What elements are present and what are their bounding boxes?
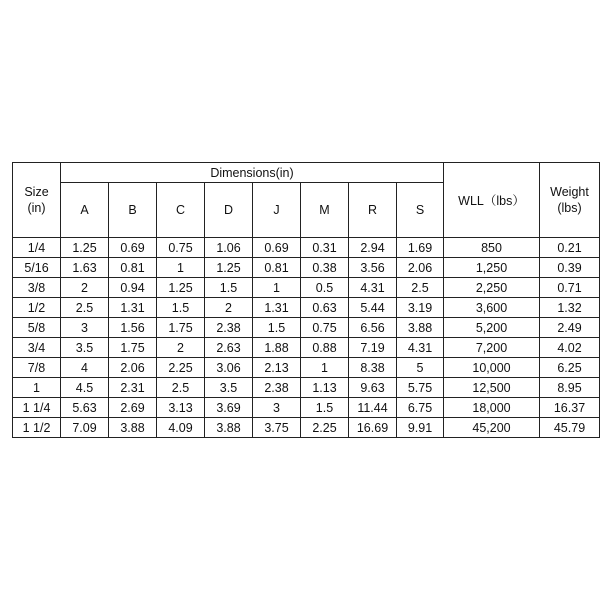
- dim-cell-r: 6.56: [349, 318, 397, 338]
- dim-cell-r: 2.94: [349, 238, 397, 258]
- dim-cell-j: 3: [253, 398, 301, 418]
- dim-cell-c: 1.75: [157, 318, 205, 338]
- dim-cell-c: 2: [157, 338, 205, 358]
- dim-cell-r: 9.63: [349, 378, 397, 398]
- dim-header-b: B: [109, 183, 157, 238]
- table-row: [13, 258, 600, 278]
- dim-cell-a: 4.5: [61, 378, 109, 398]
- table-row: [13, 398, 600, 418]
- dim-cell-r: 7.19: [349, 338, 397, 358]
- size-cell: 5/8: [13, 318, 61, 338]
- weight-cell: 2.49: [540, 318, 600, 338]
- size-cell: 7/8: [13, 358, 61, 378]
- weight-header: [540, 163, 600, 238]
- weight-cell: 8.95: [540, 378, 600, 398]
- dim-cell-s: 6.75: [397, 398, 444, 418]
- dim-cell-s: 5.75: [397, 378, 444, 398]
- dim-cell-a: 2.5: [61, 298, 109, 318]
- dim-cell-b: 1.75: [109, 338, 157, 358]
- dim-cell-c: 1.5: [157, 298, 205, 318]
- wll-cell: 12,500: [444, 378, 540, 398]
- dimensions-table: [12, 162, 600, 438]
- dim-cell-s: 2.5: [397, 278, 444, 298]
- dim-cell-a: 4: [61, 358, 109, 378]
- size-cell: 1 1/2: [13, 418, 61, 438]
- dim-cell-s: 1.69: [397, 238, 444, 258]
- table-row: [13, 418, 600, 438]
- dim-cell-j: 1: [253, 278, 301, 298]
- dim-cell-s: 3.19: [397, 298, 444, 318]
- dim-cell-d: 2.63: [205, 338, 253, 358]
- wll-cell: 18,000: [444, 398, 540, 418]
- wll-cell: 45,200: [444, 418, 540, 438]
- dim-header-c: C: [157, 183, 205, 238]
- wll-cell: 2,250: [444, 278, 540, 298]
- dim-header-s: S: [397, 183, 444, 238]
- dim-cell-d: 2: [205, 298, 253, 318]
- dim-cell-b: 2.69: [109, 398, 157, 418]
- dim-cell-m: 0.88: [301, 338, 349, 358]
- dim-cell-a: 2: [61, 278, 109, 298]
- table-row: [13, 378, 600, 398]
- dim-cell-s: 9.91: [397, 418, 444, 438]
- wll-cell: 850: [444, 238, 540, 258]
- table-row: [13, 278, 600, 298]
- dim-cell-a: 3.5: [61, 338, 109, 358]
- wll-cell: 10,000: [444, 358, 540, 378]
- dim-cell-m: 1: [301, 358, 349, 378]
- weight-cell: 0.39: [540, 258, 600, 278]
- weight-cell: 16.37: [540, 398, 600, 418]
- wll-header: WLL（lbs）: [444, 163, 540, 238]
- weight-header-line-2: (lbs): [557, 201, 582, 215]
- dim-cell-b: 0.81: [109, 258, 157, 278]
- size-cell: 1 1/4: [13, 398, 61, 418]
- dim-cell-d: 3.06: [205, 358, 253, 378]
- dim-cell-m: 0.31: [301, 238, 349, 258]
- dim-cell-c: 4.09: [157, 418, 205, 438]
- dim-cell-r: 11.44: [349, 398, 397, 418]
- dim-cell-b: 0.69: [109, 238, 157, 258]
- dim-cell-j: 3.75: [253, 418, 301, 438]
- dim-cell-b: 1.31: [109, 298, 157, 318]
- dim-cell-r: 5.44: [349, 298, 397, 318]
- dim-cell-c: 0.75: [157, 238, 205, 258]
- wll-cell: 7,200: [444, 338, 540, 358]
- dim-cell-j: 2.38: [253, 378, 301, 398]
- dim-cell-j: 1.88: [253, 338, 301, 358]
- dim-cell-c: 2.5: [157, 378, 205, 398]
- table-row: [13, 238, 600, 258]
- weight-cell: 0.71: [540, 278, 600, 298]
- weight-cell: 6.25: [540, 358, 600, 378]
- dim-cell-m: 1.5: [301, 398, 349, 418]
- dim-cell-d: 3.69: [205, 398, 253, 418]
- dim-cell-j: 0.69: [253, 238, 301, 258]
- dim-cell-b: 2.06: [109, 358, 157, 378]
- weight-cell: 1.32: [540, 298, 600, 318]
- spec-table-container: [12, 162, 600, 438]
- wll-cell: 5,200: [444, 318, 540, 338]
- dim-cell-a: 1.63: [61, 258, 109, 278]
- dim-header-j: J: [253, 183, 301, 238]
- dim-cell-b: 1.56: [109, 318, 157, 338]
- dim-cell-m: 0.75: [301, 318, 349, 338]
- table-row: [13, 338, 600, 358]
- size-header: [13, 163, 61, 238]
- dim-cell-a: 3: [61, 318, 109, 338]
- dim-cell-s: 2.06: [397, 258, 444, 278]
- dim-cell-d: 1.5: [205, 278, 253, 298]
- size-cell: 1/2: [13, 298, 61, 318]
- dim-cell-d: 3.88: [205, 418, 253, 438]
- size-cell: 5/16: [13, 258, 61, 278]
- table-body: [13, 238, 600, 438]
- dim-cell-m: 2.25: [301, 418, 349, 438]
- dim-cell-a: 7.09: [61, 418, 109, 438]
- size-cell: 1/4: [13, 238, 61, 258]
- size-cell: 1: [13, 378, 61, 398]
- dim-cell-r: 8.38: [349, 358, 397, 378]
- dim-cell-s: 3.88: [397, 318, 444, 338]
- dim-cell-m: 1.13: [301, 378, 349, 398]
- weight-header-line-1: Weight: [550, 185, 589, 199]
- table-row: [13, 318, 600, 338]
- dim-header-m: M: [301, 183, 349, 238]
- size-cell: 3/8: [13, 278, 61, 298]
- dim-cell-b: 2.31: [109, 378, 157, 398]
- dim-cell-s: 5: [397, 358, 444, 378]
- dim-cell-j: 2.13: [253, 358, 301, 378]
- table-row: [13, 358, 600, 378]
- dim-cell-c: 1.25: [157, 278, 205, 298]
- dim-cell-m: 0.38: [301, 258, 349, 278]
- wll-cell: 1,250: [444, 258, 540, 278]
- dim-cell-r: 3.56: [349, 258, 397, 278]
- dim-cell-r: 16.69: [349, 418, 397, 438]
- dim-cell-m: 0.5: [301, 278, 349, 298]
- dim-cell-d: 1.06: [205, 238, 253, 258]
- wll-cell: 3,600: [444, 298, 540, 318]
- size-cell: 3/4: [13, 338, 61, 358]
- header-row-top: [13, 163, 600, 183]
- dim-cell-d: 2.38: [205, 318, 253, 338]
- table-row: [13, 298, 600, 318]
- dim-cell-c: 1: [157, 258, 205, 278]
- size-header-line-1: Size: [24, 185, 49, 199]
- size-header-line-2: (in): [27, 201, 46, 215]
- dimensions-header: Dimensions(in): [61, 163, 444, 183]
- weight-cell: 4.02: [540, 338, 600, 358]
- dim-cell-d: 3.5: [205, 378, 253, 398]
- dim-header-d: D: [205, 183, 253, 238]
- weight-cell: 45.79: [540, 418, 600, 438]
- weight-cell: 0.21: [540, 238, 600, 258]
- dim-cell-a: 1.25: [61, 238, 109, 258]
- dim-cell-r: 4.31: [349, 278, 397, 298]
- dim-cell-s: 4.31: [397, 338, 444, 358]
- dim-header-a: A: [61, 183, 109, 238]
- dim-cell-j: 0.81: [253, 258, 301, 278]
- dim-cell-j: 1.5: [253, 318, 301, 338]
- dim-header-r: R: [349, 183, 397, 238]
- dim-cell-j: 1.31: [253, 298, 301, 318]
- dim-cell-c: 3.13: [157, 398, 205, 418]
- dim-cell-c: 2.25: [157, 358, 205, 378]
- dim-cell-m: 0.63: [301, 298, 349, 318]
- dim-cell-a: 5.63: [61, 398, 109, 418]
- dim-cell-b: 3.88: [109, 418, 157, 438]
- dim-cell-d: 1.25: [205, 258, 253, 278]
- dim-cell-b: 0.94: [109, 278, 157, 298]
